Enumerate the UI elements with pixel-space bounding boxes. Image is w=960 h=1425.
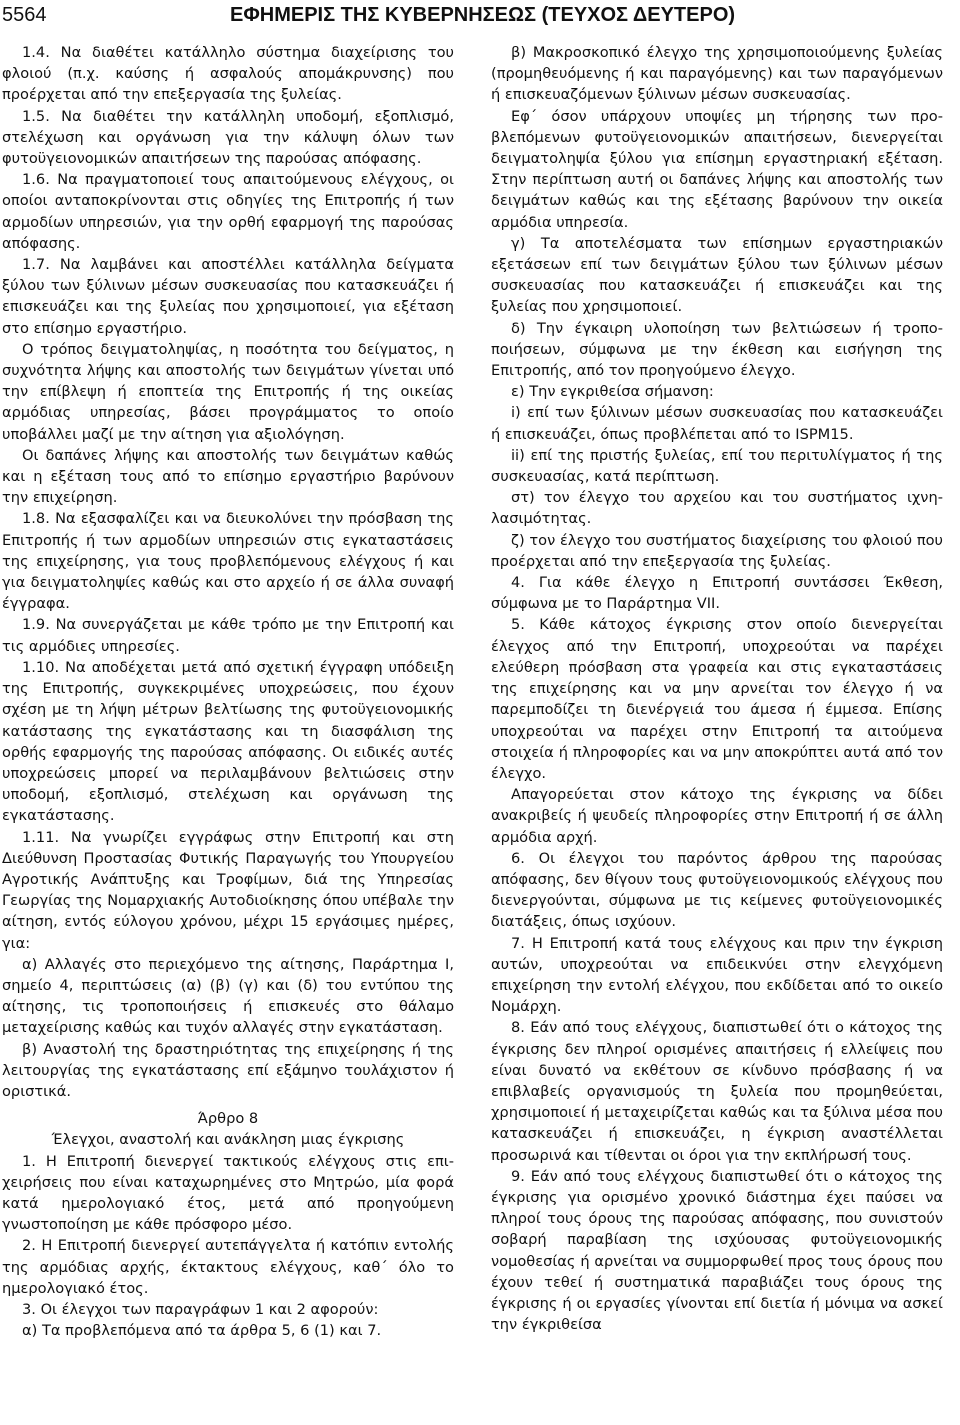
page-header — [2, 2, 958, 32]
paragraph-8-3-b: β) Μακροσκοπικό έλεγχο της χρησιμοποιούμενης ξυλείας (προμηθευόμενης ή και παραγόμενης) και των παραγόμενων ή επισκευαζόμενων ξύλινων μέσων συσκευασίας. — [491, 44, 943, 104]
left-column — [2, 42, 454, 1341]
paragraph-suspicion-sampling: Εφ΄ όσον υπάρχουν υποψίες μη τήρησης των προβλεπόμενων φυτοϋγειονομικών απαιτήσεων, διενεργείται δειγματοληψία ξύλου για επίσημη εργαστηριακή εξέταση. Στην περίπτωση αυτή οι δαπάνες λήψης και αποστολής των δειγμάτων καθώς και της εξέτασης βαρύνουν την οικεία αρμόδια υπηρεσία. — [491, 107, 943, 231]
gazette-title: ΕΦΗΜΕΡΙΣ ΤΗΣ ΚΥΒΕΡΝΗΣΕΩΣ (ΤΕΥΧΟΣ ΔΕΥΤΕΡΟ) — [230, 4, 736, 26]
paragraph-1-6: 1.6. Να πραγματοποιεί τους απαιτούμενους ελέγχους, οι οποίοι ανταποκρίνονται στις οδηγίες της Επιτροπής ή των αρμοδίων υπηρεσιών, για την ορθή εφαρμογή της παρούσας απόφασης. — [2, 171, 454, 252]
paragraph-8-3-e-ii: ii) επί της πριστής ξυλείας, επί του περιτυλίγματος ή της συσκευασίας, κατά περίπτωση. — [491, 446, 943, 486]
paragraph-8-3-c: γ) Τα αποτελέσματα των επίσημων εργαστηριακών εξετάσεων επί των δειγμάτων ξύλου των ξύλινων μέσων συσκευασίας που κατασκευάζει ή επισκευάζει και της ξυλείας που χρησιμοποιεί. — [491, 234, 943, 316]
paragraph-8-3-e: ε) Την εγκριθείσα σήμανση: — [511, 383, 714, 401]
paragraph-8-3-z: ζ) τον έλεγχο του συστήματος διαχείρισης του φλοιού που προέρχεται από την επεξεργασία της ξυλείας. — [491, 531, 943, 570]
paragraph-8-3-d: δ) Την έγκαιρη υλοποίηση των βελτιώσεων ή τροποποιήσεων, σύμφωνα με την έκθεση και εισήγηση της Επιτροπής, από τον προηγούμενο έλεγχο. — [491, 319, 943, 380]
paragraph-sampling-costs: Οι δαπάνες λήψης και αποστολής των δειγμάτων καθώς και η εξέταση τους από το επίσημο εργαστήριο βαρύνουν την επιχείρηση. — [2, 446, 454, 507]
right-column — [491, 42, 943, 1335]
paragraph-1-5: 1.5. Να διαθέτει την κατάλληλη υποδομή, εξοπλισμό, στελέχωση και οργάνωση για την κάλυψη όλων των φυτοϋγειονομικών απαιτήσεων της παρούσας απόφασης. — [2, 107, 454, 168]
paragraph-1-11-b: β) Αναστολή της δραστηριότητας της επιχείρησης ή της λειτουργίας της εγκατάστασης επί εξάμηνο τουλάχιστον ή οριστικά. — [2, 1040, 454, 1100]
article-heading: Άρθρο 8 — [197, 1110, 259, 1128]
paragraph-8-6: 6. Οι έλεγχοι του παρόντος άρθρου της παρούσας απόφασης, δεν θίγουν τους φυτοϋγειονομικούς ελέγχους που διενεργούνται, σύμφωνα με τις κείμενες φυτοϋγειονομικές διατάξεις, όπως ισχύουν. — [491, 849, 943, 931]
paragraph-8-3-st: στ) τον έλεγχο του αρχείου και του συστήματος ιχνηλασιμότητας. — [491, 489, 943, 528]
paragraph-8-9: 9. Εάν από τους ελέγχους διαπιστωθεί ότι ο κάτοχος της έγκρισης για ορισμένο χρονικό διάστημα έχει παύσει να πληροί τους όρους της παρούσας απόφασης, που συνιστούν σοβαρή παραβίαση της ισχύουσας φυτοϋγειονομικής νομοθεσίας ή αρνείται να συμμορφωθεί προς τους όρους που έχουν τεθεί ή συστηματικά παραβιάζει τους όρους της έγκρισης ή οι εργασίες γίνονται επί διετία ή μόνιμα να ασκεί την έγκριθείσα — [491, 1167, 943, 1334]
paragraph-1-11-a: α) Αλλαγές στο περιεχόμενο της αίτησης, Παράρτημα Ι, σημείο 4, περιπτώσεις (α) (β) (γ) και (δ) του εντύπου της αίτησης, τις τροποποιήσεις ή επισκευές στο θάλαμο μεταχείρισης καθώς και τυχόν αλλαγές στην εγκατάσταση. — [2, 955, 454, 1037]
paragraph-8-7: 7. Η Επιτροπή κατά τους ελέγχους και πριν την έγκριση αυτών, υποχρεούται να επιδεικνύει στην ελεγχόμενη επιχείρηση την εντολή ελέγχου, που εκδίδεται από το οικείο Νομάρχη. — [491, 934, 943, 1016]
paragraph-8-5: 5. Κάθε κάτοχος έγκρισης στον οποίο διενεργείται έλεγχος από την Επιτροπή, υποχρεούται να παρέχει ελεύθερη πρόσβαση στα γραφεία και στις εγκαταστάσεις της επιχείρησης και να μην αρνείται τον έλεγχο ή να παρεμποδίζει τη διενέργειά του άμεσα ή έμμεσα. Επίσης υποχρεούται να παρέχει στην Επιτροπή τα αιτούμενα στοιχεία ή πληροφορίες και να μην αποκρύπτει αυτά από τον έλεγχο. — [491, 616, 943, 782]
paragraph-8-4: 4. Για κάθε έλεγχο η Επιτροπή συντάσσει Έκθεση, σύμφωνα με το Παράρτημα VII. — [491, 574, 943, 613]
article-subtitle: Έλεγχοι, αναστολή και ανάκληση μιας έγκρισης — [51, 1131, 405, 1149]
paragraph-sampling-method: Ο τρόπος δειγματοληψίας, η ποσότητα του δείγματος, η συχνότητα λήψης και αποστολής των δειγμάτων γίνεται υπό την επίβλεψη ή εποπτεία της Επιτροπής ή της οικείας αρμόδιας υπηρεσίας, βάσει προγράμματος το οποίο υποβάλλει μαζί με την αίτηση για αξιολόγηση. — [2, 340, 454, 443]
paragraph-1-9: 1.9. Να συνεργάζεται με κάθε τρόπο με την Επιτροπή και τις αρμόδιες υπηρεσίες. — [2, 616, 454, 655]
paragraph-1-10: 1.10. Να αποδέχεται μετά από σχετική έγγραφη υπόδειξη της Επιτροπής, συγκεκριμένες υποχρεώσεις, που έχουν σχέση με τη λήψη μέτρων βελτίωσης της φυτοϋγειονομικής κατάστασης της εγκατάστασης και τη διασφάλιση της ορθής εφαρμογής της παρούσας απόφασης. Οι ειδικές αυτές υποχρεώσεις μπορεί να περιλαμβάνουν βελτιώσεις στην υποδομή, εξοπλισμό, στελέχωση και οργάνωση της εγκατάστασης. — [2, 658, 454, 825]
paragraph-8-3-a: α) Τα προβλεπόμενα από τα άρθρα 5, 6 (1) και 7. — [22, 1322, 382, 1340]
paragraph-1-8: 1.8. Να εξασφαλίζει και να διευκολύνει την πρόσβαση της Επιτροπής ή των αρμοδίων υπηρεσιών στις εγκαταστάσεις της επιχείρησης, για τους προβλεπόμενους ελέγχους ή και για δειγματοληψίες καθώς και στο αρχείο ή σε άλλα συναφή έγγραφα. — [2, 510, 454, 613]
paragraph-1-7: 1.7. Να λαμβάνει και αποστέλλει κατάλληλα δείγματα ξύλου των ξύλινων μέσων συσκευασίας που κατασκευάζει ή επισκευάζει και της ξυλείας που χρησιμοποιεί, για εξέταση στο επίσημο εργαστήριο. — [2, 256, 454, 337]
paragraph-8-1: 1. Η Επιτροπή διενεργεί τακτικούς ελέγχους στις επιχειρήσεις που είναι καταχωρημένες στο Μητρώο, μία φορά κατά ημερολογιακό έτος, μετά από προηγούμενη γνωστοποίηση με κάθε πρόσφορο μέσο. — [2, 1152, 454, 1234]
paragraph-1-11: 1.11. Να γνωρίζει εγγράφως στην Επιτροπή και στη Διεύθυνση Προστασίας Φυτικής Παραγωγής του Υπουργείου Αγροτικής Ανάπτυξης και Τροφίμων, διά της Υπηρεσίας Γεωργίας της Νομαρχιακής Αυτοδιοίκησης όπου υπέβαλε την αίτηση, εντός εύλογου χρόνου, μέχρι 15 εργάσιμες ημέρες, για: — [2, 828, 454, 952]
paragraph-8-2: 2. Η Επιτροπή διενεργεί αυτεπάγγελτα ή κατόπιν εντολής της αρμόδιας αρχής, έκτακτους ελέγχους, καθ΄ όλο το ημερολογιακό έτος. — [2, 1237, 454, 1297]
paragraph-1-4: 1.4. Να διαθέτει κατάλληλο σύστημα διαχείρισης του φλοιού (π.χ. καύσης ή ασφαλούς απομάκρυνσης) που προέρχεται από την επεξεργασία της ξυλείας. — [2, 44, 454, 104]
paragraph-8-3-e-i: i) επί των ξύλινων μέσων συσκευασίας που κατασκευάζει ή επισκευάζει, όπως προβλέπεται από το ISPM15. — [491, 404, 943, 443]
paragraph-8-3: 3. Οι έλεγχοι των παραγράφων 1 και 2 αφορούν: — [22, 1300, 379, 1318]
page-number: 5564 — [2, 4, 47, 26]
paragraph-8-8: 8. Εάν από τους ελέγχους, διαπιστωθεί ότι ο κάτοχος της έγκρισης δεν πληροί ορισμένες απαιτήσεις ή ελλείψεις που είναι δυνατό να εκθέτουν σε κίνδυνο πρόσβασης ή να επιβλαβείς οργανισμούς τη ξυλεία που προμηθεύεται, χρησιμοποιεί ή μεταχειρίζεται καθώς και τα ξύλινα μέσα που κατασκευάζει ή επισκευάζει, η έγκριση αναστέλλεται προσωρινά και τίθενται οι όροι για την εκπλήρωσή τους. — [491, 1019, 943, 1164]
paragraph-false-info: Απαγορεύεται στον κάτοχο της έγκρισης να δίδει ανακριβείς ή ψευδείς πληροφορίες στην Επιτροπή ή σε άλλη αρμόδια αρχή. — [491, 786, 943, 846]
